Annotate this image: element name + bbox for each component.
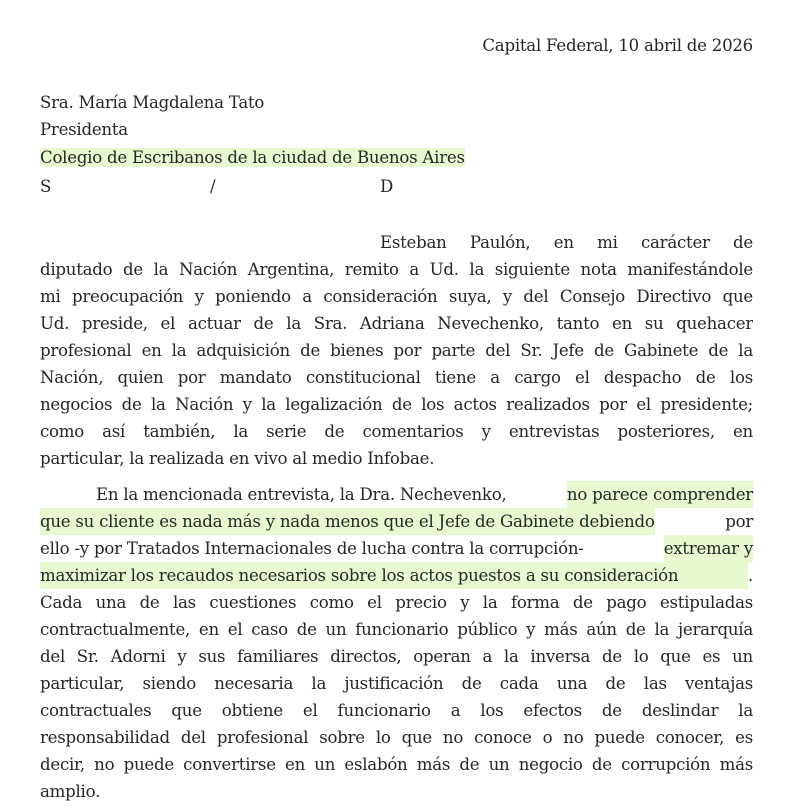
paragraph2-line: del Sr. Adorni y sus familiares directos, operan a la inversa de lo que es un [40,647,753,666]
paragraph2-line: amplio. [40,782,101,801]
highlighted-text: no parece comprender [567,481,753,508]
paragraph1-line: negocios de la Nación y la legalización de los actos realizados por el presidente; [40,395,753,414]
sd-slash: / [210,177,216,196]
paragraph1-line: Esteban Paulón, en mi carácter de [380,233,753,252]
paragraph2-line: contractualmente, en el caso de un funcionario público y más aún de la jerarquía [40,620,753,639]
sd-s: S [40,177,52,196]
paragraph1-line: como así también, la serie de comentarios y entrevistas posteriores, en [40,422,753,441]
paragraph2-line: decir, no puede convertirse en un eslabón más de un negocio de corrupción más [40,755,753,774]
highlighted-text: extremar y [664,535,753,562]
paragraph2-line: Cada una de las cuestiones como el precio y la forma de pago estipuladas [40,593,753,612]
paragraph2-text: . [747,566,753,585]
paragraph2-line: contractuales que obtiene el funcionario a los efectos de deslindar la [40,701,753,720]
sd-d: D [380,177,394,196]
recipient-institution [40,144,465,171]
paragraph2-text: En la mencionada entrevista, la Dra. Nechevenko, [96,485,507,504]
highlighted-text: maximizar los recaudos necesarios sobre los actos puestos a su consideración [40,562,748,589]
paragraph2-text: ello -y por Tratados Internacionales de lucha contra la corrupción- [40,539,584,558]
paragraph2-line [96,481,753,508]
paragraph1-line: particular, la realizada en vivo al medio Infobae. [40,449,435,468]
date-line: Capital Federal, 10 abril de 2026 [482,36,753,55]
paragraph2-text: por [725,512,753,531]
paragraph1-line: Ud. preside, el actuar de la Sra. Adriana Nevechenko, tanto en su quehacer [40,314,753,333]
paragraph1-line: diputado de la Nación Argentina, remito a Ud. la siguiente nota manifestándole [40,260,753,279]
recipient-name: Sra. María Magdalena Tato [40,93,265,112]
recipient-title: Presidenta [40,120,128,139]
paragraph1-line: profesional en la adquisición de bienes por parte del Sr. Jefe de Gabinete de la [40,341,753,360]
paragraph2-line: responsabilidad del profesional sobre lo que no conoce o no puede conocer, es [40,728,753,747]
paragraph2-line [40,562,753,589]
paragraph1-line: Nación, quien por mandato constitucional tiene a cargo el despacho de los [40,368,753,387]
highlighted-text: que su cliente es nada más y nada menos que el Jefe de Gabinete debiendo [40,508,655,535]
paragraph2-line [40,508,753,535]
paragraph1-line: mi preocupación y poniendo a consideración suya, y del Consejo Directivo que [40,287,753,306]
highlighted-institution: Colegio de Escribanos de la ciudad de Buenos Aires [40,148,465,167]
paragraph2-line: particular, siendo necesaria la justificación de cada una de las ventajas [40,674,753,693]
paragraph2-line [40,535,753,562]
